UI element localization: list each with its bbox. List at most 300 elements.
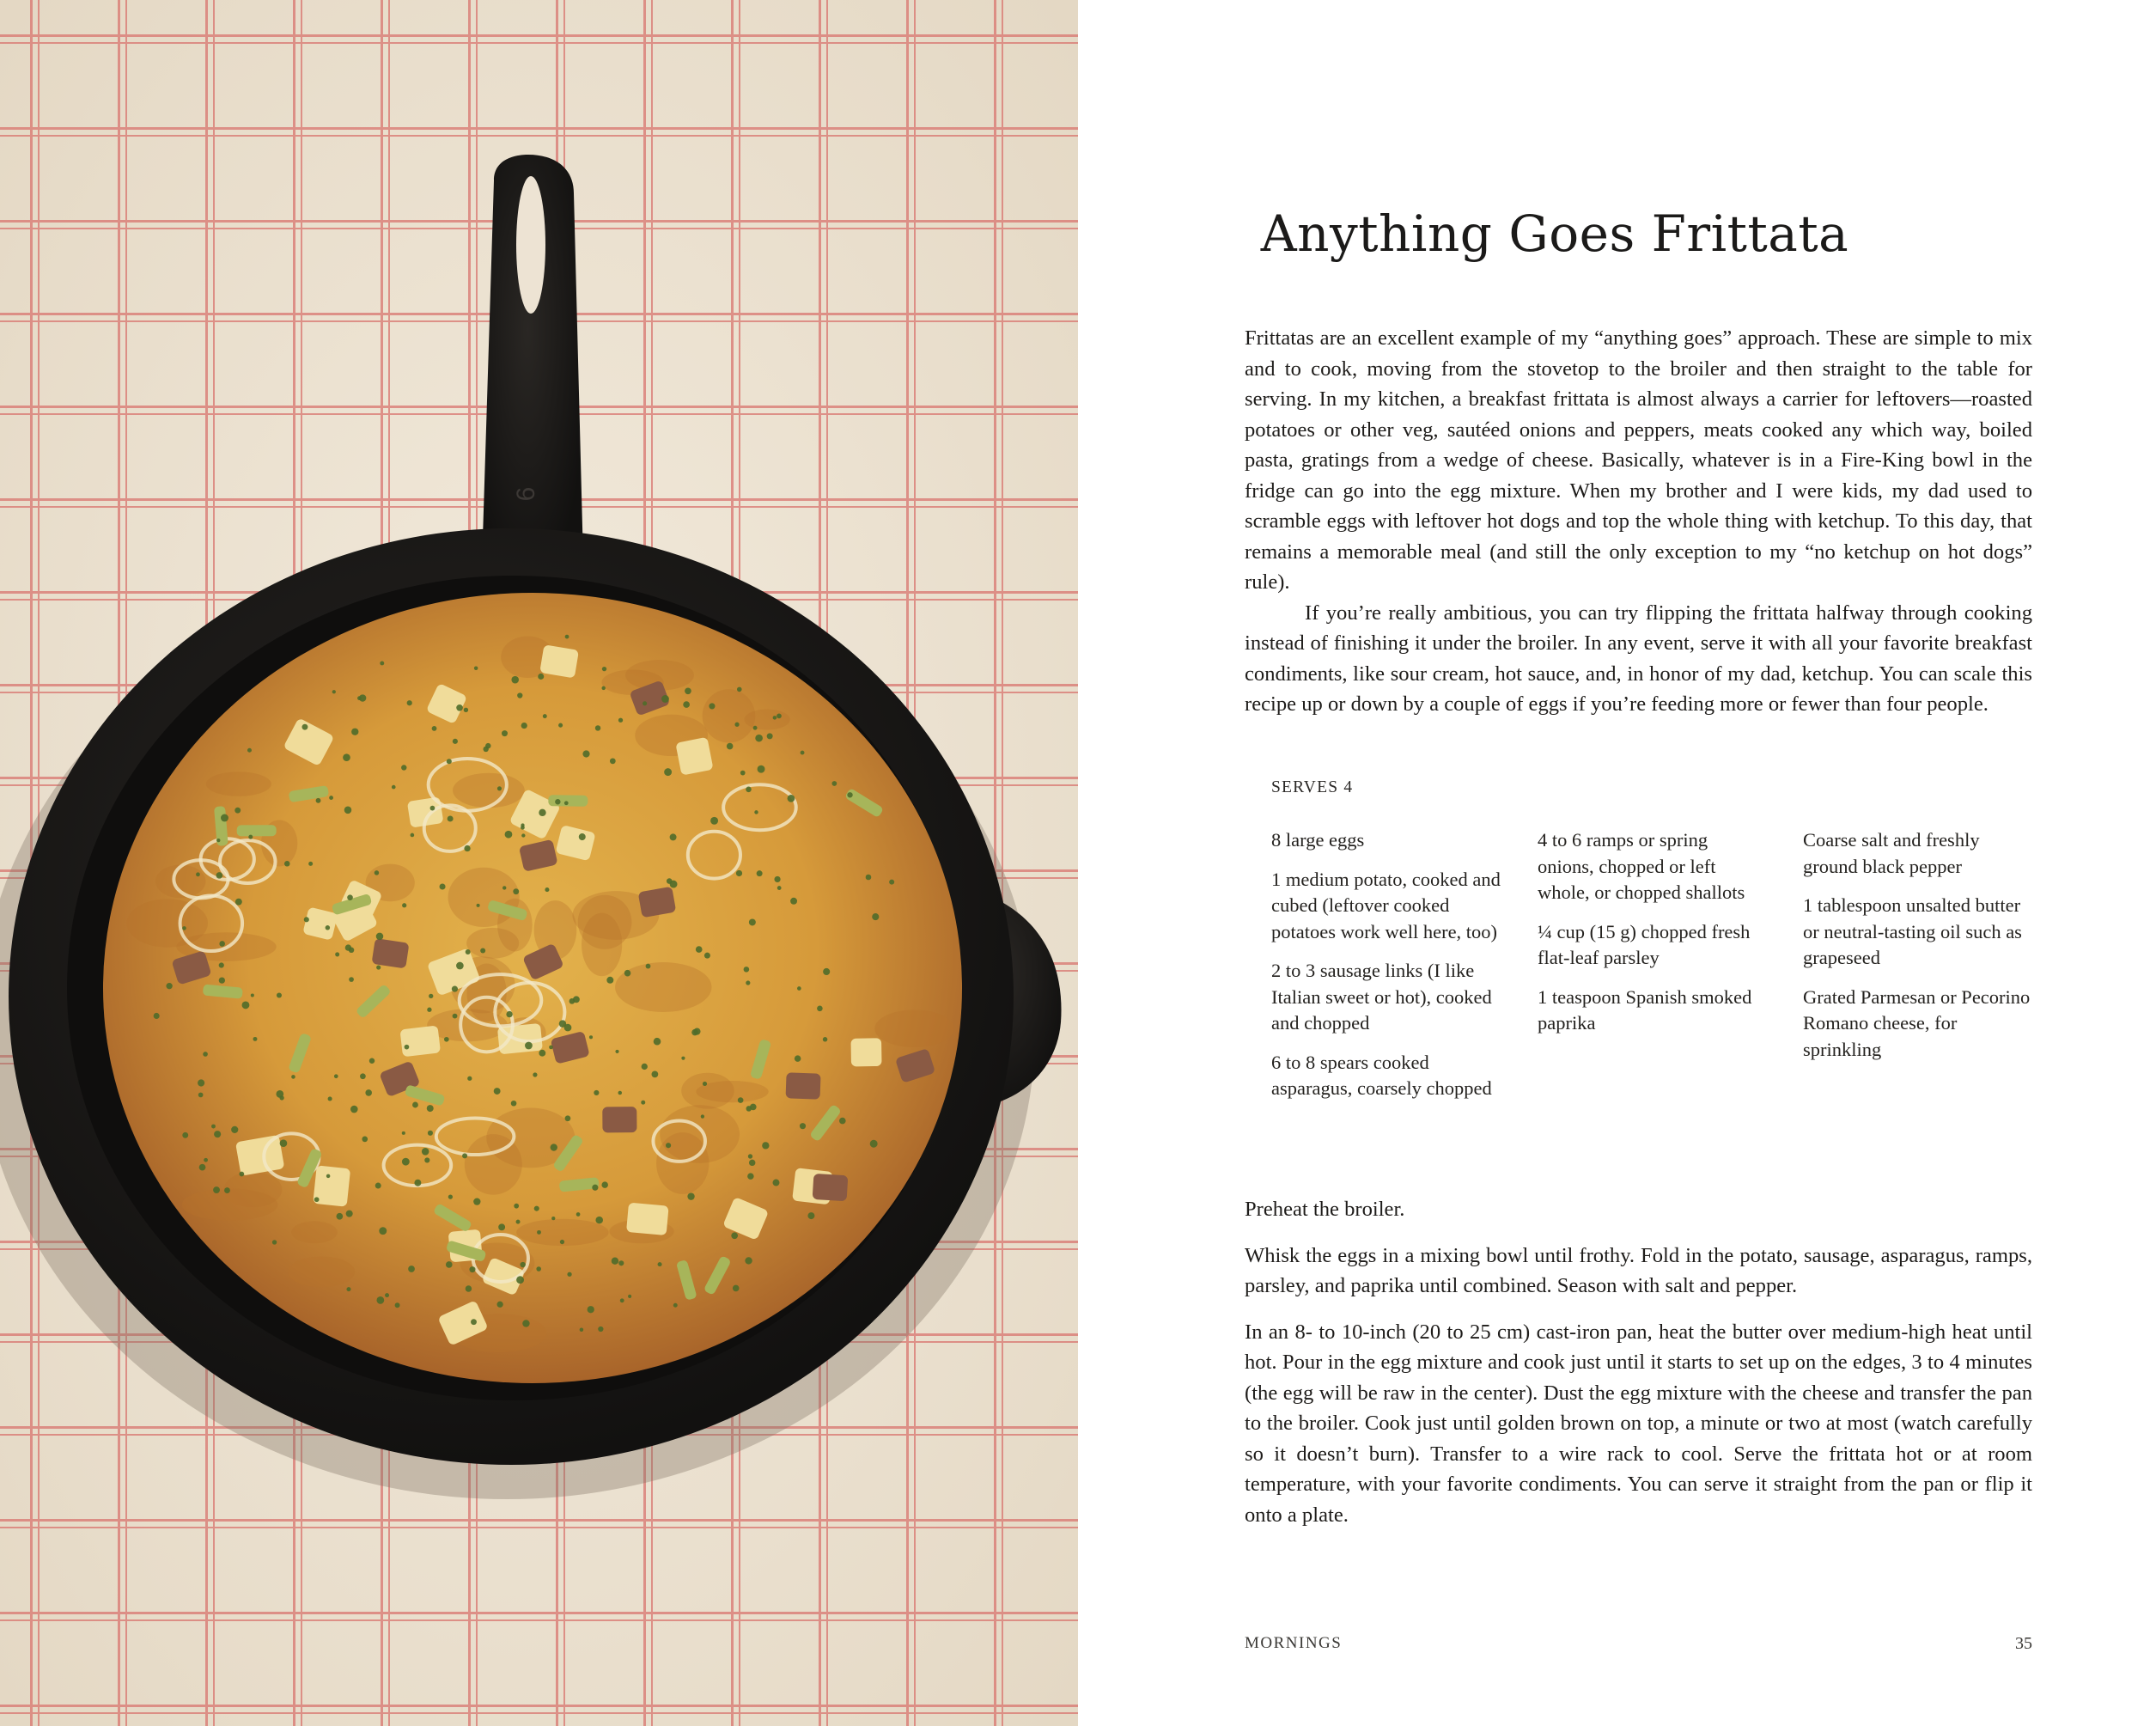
skillet-handle-hole [516,176,545,314]
parsley-fleck [369,1058,375,1064]
recipe-intro [1245,323,2032,720]
parsley-fleck [615,1050,618,1053]
parsley-fleck [166,983,172,989]
parsley-fleck [360,1073,366,1079]
parsley-fleck [284,861,290,867]
asparagus-piece [237,825,277,836]
parsley-fleck [362,1137,368,1143]
parsley-fleck [753,726,758,730]
parsley-fleck [502,886,506,889]
parsley-fleck [670,833,677,840]
parsley-fleck [565,635,569,639]
parsley-fleck [471,1319,477,1325]
sausage-piece [813,1174,849,1201]
parsley-fleck [444,1037,449,1042]
parsley-fleck [749,1160,755,1166]
ingredient-item: ¼ cup (15 g) chopped fresh flat-leaf parsley [1538,920,1751,968]
parsley-fleck [595,1217,603,1224]
parsley-fleck [182,926,186,930]
parsley-fleck [477,904,480,907]
serves-label: SERVES 4 [1271,778,1354,796]
parsley-fleck [231,1126,238,1133]
parsley-fleck [213,1186,220,1193]
parsley-fleck [628,1295,631,1298]
parsley-fleck [505,831,513,839]
parsley-fleck [332,690,336,693]
parsley-fleck [683,701,690,708]
parsley-fleck [749,918,756,925]
parsley-fleck [579,833,586,840]
parsley-fleck [272,1240,277,1244]
parsley-fleck [326,925,330,930]
ingredient-item: 1 tablespoon unsalted butter or neutral-tasting oil such as grapeseed [1803,894,2022,968]
cloth-stripe [0,127,1078,130]
parsley-fleck [758,765,765,773]
parsley-fleck [624,970,631,977]
parsley-fleck [576,1212,581,1217]
parsley-fleck [558,723,563,728]
parsley-fleck [601,686,605,690]
cloth-stripe [0,135,1078,137]
parsley-fleck [235,899,242,906]
parsley-fleck [456,704,463,711]
parsley-fleck [746,787,752,793]
parsley-fleck [667,878,673,884]
parsley-fleck [641,1101,645,1105]
parsley-fleck [329,796,333,800]
parsley-fleck [380,661,384,665]
parsley-fleck [375,870,380,875]
ingredient-item: 8 large eggs [1271,829,1365,851]
parsley-fleck [253,1037,258,1041]
parsley-fleck [755,735,763,742]
parsley-fleck [326,1174,331,1179]
parsley-fleck [350,1106,358,1113]
parsley-fleck [221,814,228,822]
parsley-fleck [334,1074,338,1078]
parsley-fleck [203,1052,208,1057]
running-footer-section: MORNINGS [1245,1634,1343,1652]
parsley-fleck [736,870,742,876]
parsley-fleck [790,898,797,905]
parsley-fleck [316,798,321,803]
parsley-fleck [734,723,739,727]
parsley-fleck [502,730,508,736]
browned-patch [453,773,525,808]
parsley-fleck [379,1227,387,1235]
parsley-fleck [196,872,200,876]
cloth-stripe [0,42,1078,44]
parsley-fleck [301,724,308,730]
parsley-fleck [427,1008,431,1012]
parsley-fleck [727,743,734,750]
parsley-fleck [376,1296,384,1304]
parsley-fleck [545,887,549,892]
parsley-fleck [823,1037,827,1041]
parsley-fleck [564,801,569,805]
parsley-fleck [681,1057,685,1060]
parsley-fleck [401,765,406,770]
parsley-fleck [414,1180,421,1186]
cloth-stripe [0,1519,1078,1522]
method-step: In an 8- to 10-inch (20 to 25 cm) cast-iron pan, heat the butter over medium-high heat until hot. Pour in the egg mixture and cook just until it starts to set up on the edges, 3 to 4 minutes (the egg will be raw in the center). Dust the egg mixture with the cheese and transfer the pan to the broiler. Cook just until golden brown on top, a minute or two at most (watch carefully so it doesn’t burn). Transfer to a wire rack to cool. Serve the frittata hot or at room temperature, with your favorite condiments. You can serve it straight from the pan or flip it onto a plate. [1245,1320,2032,1527]
parsley-fleck [453,739,458,744]
parsley-fleck [198,1093,204,1098]
parsley-fleck [701,1114,704,1118]
parsley-fleck [685,687,691,694]
parsley-fleck [731,1232,738,1239]
parsley-fleck [543,714,547,718]
parsley-fleck [777,886,782,890]
parsley-fleck [618,1260,624,1266]
parsley-fleck [521,826,525,830]
parsley-fleck [497,786,502,790]
browned-patch [291,1221,337,1243]
parsley-fleck [473,1198,480,1205]
parsley-fleck [709,703,715,709]
ingredient-item: 6 to 8 spears cooked asparagus, coarsely chopped [1271,1051,1492,1099]
parsley-fleck [469,1266,475,1272]
parsley-fleck [521,833,525,837]
intro-paragraph: If you’re really ambitious, you can try flipping the frittata halfway through cooking instead of finishing it under the broiler. In any event, serve it with all your favorite breakfast condiments, like sour cream, hot sauce, and, in honor of my dad, ketchup. You can scale this recipe up or down by a couple of eggs if you’re feeding more or fewer than four people. [1245,601,2032,716]
parsley-fleck [251,994,254,997]
sausage-piece [786,1072,821,1099]
parsley-fleck [328,1096,332,1101]
parsley-fleck [774,876,780,882]
ingredients-column-3 [1803,827,2035,1076]
parsley-fleck [428,1131,433,1136]
parsley-fleck [511,1101,517,1107]
parsley-fleck [673,1303,678,1308]
parsley-fleck [304,917,309,922]
parsley-fleck [349,977,354,982]
parsley-fleck [447,759,452,764]
parsley-fleck [395,1302,400,1308]
method-step: Preheat the broiler. [1245,1198,1405,1221]
ingredient-item: Coarse salt and freshly ground black pepper [1803,829,1980,877]
parsley-fleck [376,933,384,941]
parsley-fleck [610,758,616,764]
parsley-fleck [247,748,252,753]
parsley-fleck [462,1153,467,1158]
parsley-fleck [620,1298,624,1302]
parsley-fleck [537,1230,541,1235]
parsley-fleck [182,1132,188,1138]
parsley-fleck [773,1180,780,1186]
parsley-fleck [762,1142,769,1149]
parsley-fleck [740,771,746,776]
parsley-fleck [219,977,225,983]
parsley-fleck [514,1204,519,1209]
parsley-fleck [308,862,313,866]
parsley-fleck [464,708,468,712]
parsley-fleck [569,998,576,1004]
ingredients-column-1 [1271,827,1512,1115]
parsley-fleck [314,1197,320,1202]
parsley-fleck [525,1042,533,1050]
parsley-fleck [346,1287,350,1291]
parsley-fleck [291,1075,295,1079]
parsley-fleck [754,810,758,814]
recipe-title: Anything Goes Frittata [1260,204,1849,263]
parsley-fleck [216,839,220,842]
parsley-fleck [407,700,412,705]
parsley-fleck [446,1261,453,1268]
browned-patch [681,1073,734,1109]
parsley-fleck [516,1220,521,1224]
parsley-fleck [336,1213,343,1220]
parsley-fleck [589,1035,593,1039]
parsley-fleck [536,1266,541,1272]
parsley-fleck [456,962,464,970]
parsley-fleck [474,667,478,671]
parsley-fleck [654,1038,661,1046]
parsley-fleck [432,726,437,731]
parsley-fleck [588,1306,594,1313]
browned-patch [582,913,622,977]
parsley-fleck [466,949,471,954]
parsley-fleck [520,1262,525,1267]
parsley-fleck [602,667,606,671]
parsley-fleck [744,967,750,973]
parsley-fleck [664,768,672,776]
potato-cube [626,1203,669,1235]
parsley-fleck [533,1072,537,1076]
ingredients-column-2 [1538,827,1752,1050]
parsley-fleck [817,1006,823,1012]
parsley-fleck [494,1088,501,1095]
parsley-fleck [710,817,718,825]
parsley-fleck [224,1187,230,1193]
cloth-stripe [0,1527,1078,1528]
intro-paragraph: Frittatas are an excellent example of my “anything goes” approach. These are simple to mix and to cook, moving from the stovetop to the broiler and then straight to the table for serving. In my kitchen, a breakfast frittata is almost always a carrier for leftovers—roasted potatoes or other veg, sautéed onions and peppers, meats cooked any which way, boiled pasta, gratings from a wedge of cheese. Basically, whatever is in a Fire-King bowl in the fridge can go into the egg mixture. When my brother and I were kids, my dad used to scramble eggs with leftover hot dogs and top the whole thing with ketchup. To this day, that remains a memorable meal (and still the only exception to my “no ketchup on hot dogs” rule). [1245,326,2032,594]
cloth-stripe [0,1712,1078,1714]
parsley-fleck [385,1293,389,1297]
parsley-fleck [204,1158,208,1162]
parsley-fleck [704,953,710,959]
browned-patch [874,1009,953,1047]
skillet-mark: 6 [512,486,540,502]
parsley-fleck [513,888,519,894]
parsley-fleck [345,944,351,950]
parsley-fleck [516,1276,524,1284]
parsley-fleck [402,1131,405,1135]
parsley-fleck [429,994,433,998]
parsley-fleck [452,986,458,992]
parsley-fleck [598,1327,603,1332]
parsley-fleck [424,1157,429,1162]
parsley-fleck [601,1181,608,1188]
parsley-fleck [847,792,852,797]
parsley-fleck [564,1024,572,1032]
parsley-fleck [534,1206,539,1211]
parsley-fleck [560,1240,564,1244]
browned-patch [206,772,271,796]
parsley-fleck [467,1076,472,1081]
parsley-fleck [801,751,805,755]
parsley-fleck [411,833,415,838]
parsley-fleck [823,968,830,975]
parsley-fleck [549,1046,553,1050]
parsley-fleck [747,1173,753,1179]
parsley-fleck [277,992,282,997]
parsley-fleck [738,1097,744,1103]
parsley-fleck [687,1192,694,1199]
ingredient-item: Grated Parmesan or Pecorino Romano cheese, for sprinkling [1803,985,2031,1060]
parsley-fleck [696,946,703,953]
parsley-fleck [606,977,613,984]
parsley-fleck [646,964,651,969]
ingredient-item: 1 teaspoon Spanish smoked paprika [1538,985,1752,1034]
ingredient-item: 4 to 6 ramps or spring onions, chopped or left whole, or chopped shallots [1538,829,1745,903]
parsley-fleck [538,674,544,680]
recipe-method [1245,1194,2032,1546]
ingredient-item: 2 to 3 sausage links (I like Italian sweet or hot), cooked and chopped [1271,960,1492,1034]
parsley-fleck [239,1172,244,1177]
parsley-fleck [440,883,446,889]
parsley-fleck [642,1064,648,1070]
parsley-fleck [427,1105,434,1112]
parsley-fleck [746,980,750,985]
parsley-fleck [375,1183,381,1189]
cloth-stripe [0,1705,1078,1707]
parsley-fleck [666,1143,671,1148]
potato-cube [675,737,713,776]
parsley-fleck [521,723,527,729]
parsley-fleck [565,1115,571,1121]
parsley-fleck [737,687,742,692]
parsley-fleck [746,1106,751,1111]
browned-patch [448,868,520,927]
parsley-fleck [480,948,485,954]
parsley-fleck [658,1262,662,1266]
parsley-fleck [777,713,782,718]
parsley-fleck [392,785,396,790]
parsley-fleck [517,692,522,698]
parsley-fleck [335,952,339,956]
parsley-fleck [448,815,454,821]
parsley-fleck [795,1055,801,1062]
parsley-fleck [351,729,358,735]
browned-patch [615,962,712,1012]
parsley-fleck [866,875,872,881]
parsley-fleck [767,733,773,739]
parsley-fleck [748,1154,752,1158]
cloth-stripe [0,34,1078,37]
parsley-fleck [643,701,647,705]
asparagus-piece [548,795,588,807]
parsley-fleck [402,1158,410,1166]
parsley-fleck [376,966,381,970]
parsley-fleck [511,676,519,684]
parsley-fleck [889,880,894,885]
parsley-fleck [279,1095,283,1100]
parsley-fleck [405,1045,410,1050]
parsley-fleck [280,1139,288,1147]
parsley-fleck [582,750,589,757]
parsley-fleck [242,1001,250,1009]
parsley-fleck [652,1070,659,1077]
parsley-fleck [359,694,366,701]
parsley-fleck [800,1123,806,1129]
parsley-fleck [154,1013,160,1019]
parsley-fleck [219,962,224,967]
parsley-fleck [453,1014,458,1019]
parsley-fleck [448,1195,453,1199]
parsley-fleck [430,806,435,811]
parsley-fleck [412,1102,418,1108]
parsley-fleck [483,747,488,752]
page-number: 35 [2015,1634,2032,1653]
parsley-fleck [797,986,801,991]
parsley-fleck [595,725,600,730]
parsley-fleck [567,1272,571,1277]
parsley-fleck [464,845,470,851]
parsley-fleck [214,1131,221,1137]
parsley-fleck [365,1089,372,1096]
parsley-fleck [773,716,777,720]
parsley-fleck [466,1285,472,1292]
parsley-fleck [592,1185,598,1191]
browned-patch [745,709,790,729]
parsley-fleck [344,807,352,814]
parsley-fleck [555,799,560,804]
browned-patch [182,1189,278,1221]
cloth-stripe [0,1612,1078,1614]
parsley-fleck [831,781,837,786]
parsley-fleck [211,1125,216,1129]
parsley-fleck [343,753,350,761]
parsley-fleck [757,870,763,876]
parsley-fleck [580,1327,584,1332]
parsley-fleck [691,1029,697,1035]
browned-patch [289,1256,356,1287]
parsley-fleck [347,894,353,900]
potato-cube [539,644,579,678]
recipe-page [1078,0,2156,1726]
parsley-fleck [199,1164,206,1171]
parsley-fleck [551,1217,555,1220]
parsley-fleck [703,1082,707,1086]
parsley-fleck [551,1144,557,1150]
parsley-fleck [539,1050,545,1057]
parsley-fleck [618,718,623,723]
cloth-stripe [1002,0,1003,1726]
parsley-fleck [618,1091,622,1095]
parsley-fleck [216,872,223,879]
parsley-fleck [839,1118,846,1125]
parsley-fleck [506,1011,512,1017]
parsley-fleck [872,913,879,920]
parsley-fleck [248,835,253,839]
parsley-fleck [498,1223,505,1230]
parsley-fleck [807,1212,814,1219]
parsley-fleck [594,1090,599,1095]
parsley-fleck [402,903,406,907]
parsley-fleck [522,1320,529,1327]
cloth-stripe [0,1619,1078,1621]
parsley-fleck [198,1079,204,1086]
parsley-fleck [733,1285,740,1292]
method-step: Whisk the eggs in a mixing bowl until frothy. Fold in the potato, sausage, asparagus, ramps, parsley, and paprika until combined. Season with salt and pepper. [1245,1243,2032,1297]
parsley-fleck [408,1266,415,1272]
parsley-fleck [422,1148,429,1156]
parsley-fleck [496,1302,502,1308]
parsley-fleck [219,941,225,947]
sausage-piece [602,1107,636,1132]
parsley-fleck [346,1211,353,1217]
parsley-fleck [661,695,669,703]
